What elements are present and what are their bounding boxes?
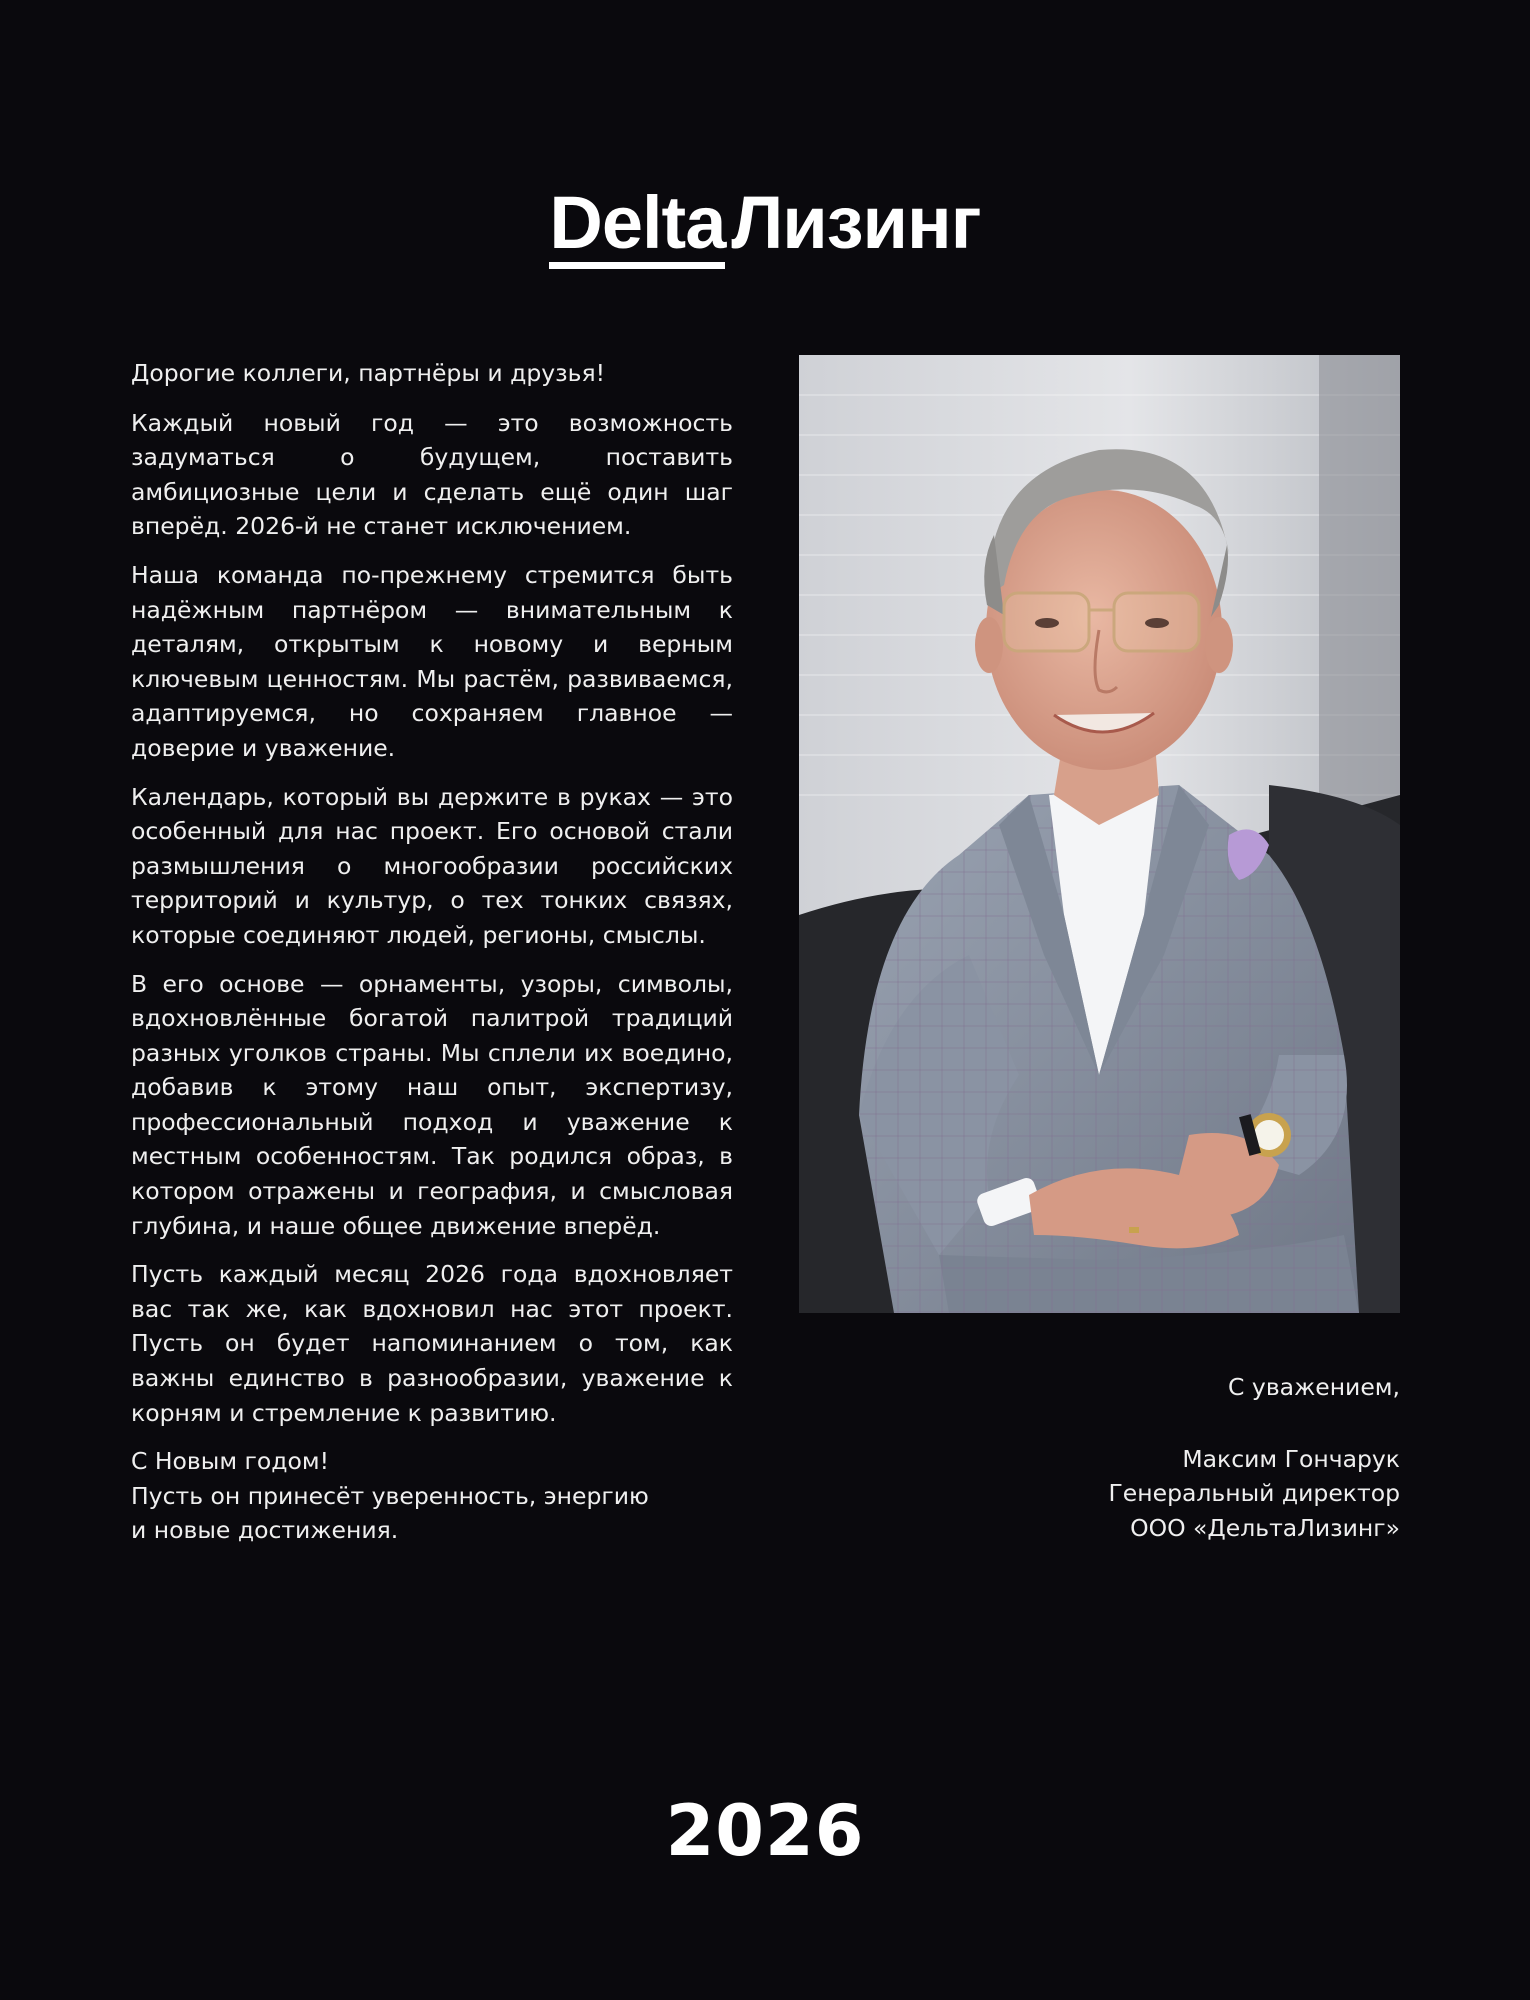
director-portrait-photo <box>799 355 1400 1313</box>
calendar-year: 2026 <box>665 1790 865 1872</box>
letter-greeting: Дорогие коллеги, партнёры и друзья! <box>131 359 606 387</box>
closing-line-2: Пусть он принесёт уверенность, энергию <box>131 1481 649 1510</box>
closing-line-3: и новые достижения. <box>131 1516 399 1545</box>
portrait-illustration <box>799 355 1400 1313</box>
letter-paragraph-5: Пусть каждый месяц 2026 года вдохновляет вас так же, как вдохновил нас этот проект. Пусть он будет напоминанием о том, как важны единство в разнообразии, уважение к корням и стремление к развитию. <box>131 1260 733 1427</box>
company-logo <box>0 181 1530 269</box>
logo-delta-text: Delta <box>549 186 725 269</box>
signature-block <box>900 1370 1400 1545</box>
signature-regards: С уважением, <box>1228 1373 1400 1401</box>
letter-paragraph-2: Наша команда по-прежнему стремится быть надёжным партнёром — внимательным к деталям, открытым к новому и верным ключевым ценностям. Мы растём, развиваемся, адаптируемся, но сохраняем главное — доверие и уважение. <box>131 560 733 762</box>
logo-leasing-text: Лизинг <box>731 181 981 264</box>
letter-paragraph-3: Календарь, который вы держите в руках — это особенный для нас проект. Его основой стали размышления о многообразии российских территорий и культур, о тех тонких связях, которые соединяют людей, регионы, смыслы. <box>131 782 733 949</box>
letter-paragraph-4: В его основе — орнаменты, узоры, символы, вдохновлённые богатой палитрой традиций разных уголков страны. Мы сплели их воедино, добавив к этому наш опыт, экспертизу, профессиональный подход и уважение к местным особенностям. Так родился образ, в котором отражены и география, и смысловая глубина, и наше общее движение вперёд. <box>131 969 733 1240</box>
signature-name: Максим Гончарук <box>1182 1444 1400 1473</box>
signature-company: ООО «ДельтаЛизинг» <box>1130 1513 1400 1542</box>
letter-paragraph-1: Каждый новый год — это возможность задуматься о будущем, поставить амбициозные цели и сделать ещё один шаг вперёд. 2026-й не станет исключением. <box>131 408 733 541</box>
letter-closing <box>131 1444 733 1548</box>
letter-body <box>131 356 733 1548</box>
signature-title: Генеральный директор <box>1108 1479 1400 1508</box>
closing-line-1: С Новым годом! <box>131 1447 330 1476</box>
